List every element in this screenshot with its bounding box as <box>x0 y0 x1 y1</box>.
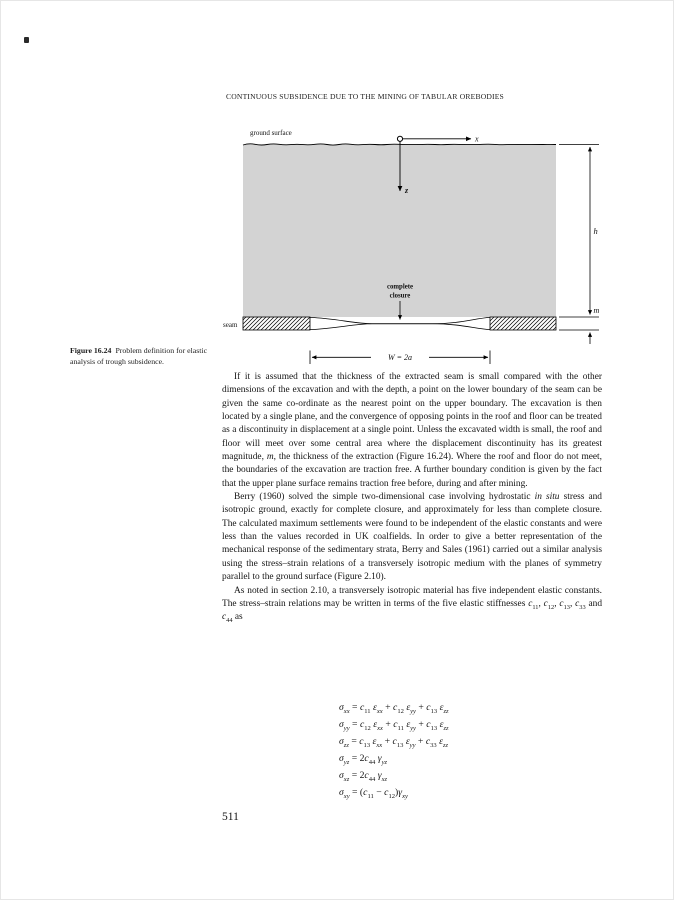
figure-caption <box>70 346 222 367</box>
scan-artifact-mark <box>24 37 29 43</box>
depth-label: h <box>593 226 598 236</box>
paragraph-1: If it is assumed that the thickness of the extracted seam is small compared with the other dimensions of the excavation and with the depth, a point on the lower boundary of the seam can be given the same co-ordinate as the nearest point on the upper boundary. The excavation is then located by a single plane, and the convergence of opposing points in the roof and floor can be treated as a discontinuity in displacement at a single point. Unless the excavated width is small, the roof and floor will meet over some central area where the displacement discontinuity has its greatest magnitude, m, the thickness of the extraction (Figure 16.24). Where the roof and floor do not meet, the boundaries of the excavation are traction free. A further boundary condition is given by the fact that the upper plane surface remains traction free before, during and after mining. <box>222 372 603 489</box>
running-head: CONTINUOUS SUBSIDENCE DUE TO THE MINING OF TABULAR OREBODIES <box>226 92 504 101</box>
width-label: W = 2a <box>387 353 413 363</box>
page-number: 511 <box>222 811 239 823</box>
paragraph-3: As noted in section 2.10, a transversely isotropic material has five independent elastic constants. The stress–strain relations may be written in terms of the five elastic stiffnesses $c_{11}$, $c_{12}$, $c_{13}$, $c_{33}$ and $c_{44}$ as <box>222 585 603 625</box>
equations-block <box>339 702 449 804</box>
equation-sigma-xy: $\sigma_{xy} = (c_{11} - c_{12})\gamma_{xy}$ <box>339 787 408 800</box>
z-axis-label: z <box>405 186 409 195</box>
equation-sigma-xz: $\sigma_{xz} = 2c_{44}$ $\gamma_{xz}$ <box>339 770 388 783</box>
thickness-label: m <box>593 306 600 315</box>
seam-hatch-left <box>243 317 310 330</box>
complete-closure-label-line1: complete <box>386 283 414 291</box>
figure-caption-label: Figure 16.24 <box>70 346 112 355</box>
equation-sigma-zz: $\sigma_{zz} = c_{13}$ $\varepsilon_{xx} + c_{13}$ $\varepsilon_{yy} + c_{33}$ $\varepsilon_{zz}$ <box>339 736 449 749</box>
body-text <box>222 371 602 625</box>
figure-caption-text: Problem definition for elastic analysis of trough subsidence. <box>70 346 208 366</box>
equation-sigma-xx: $\sigma_{xx} = c_{11}$ $\varepsilon_{xx} + c_{12}$ $\varepsilon_{yy} + c_{13}$ $\varepsilon_{zz}$ <box>339 702 449 715</box>
paragraph-2: Berry (1960) solved the simple two-dimensional case involving hydrostatic in situ stress and isotropic ground, exactly for complete closure, and approximately for less than complete closure. The calculated maximum settlements were found to be independent of the elastic constants and were less than the values recorded in UK coalfields. In order to give a better representation of the mechanical response of the sedimentary strata, Berry and Sales (1961) carried out a similar analysis using the stress–strain relations of a transversely isotropic medium with the planes of symmetry parallel to the ground surface (Figure 2.10). <box>222 492 602 583</box>
ground-surface-label: ground surface <box>250 129 292 137</box>
seam-hatch-right <box>490 317 556 330</box>
x-axis-label: x <box>475 134 479 144</box>
equation-sigma-yz: $\sigma_{yz} = 2c_{44}$ $\gamma_{yz}$ <box>339 753 388 766</box>
ground-mass <box>243 144 556 317</box>
equation-sigma-yy: $\sigma_{yy} = c_{12}$ $\varepsilon_{xx} + c_{11}$ $\varepsilon_{yy} + c_{13}$ $\varepsilon_{zz}$ <box>339 719 449 732</box>
origin-marker <box>397 136 402 141</box>
seam-label: seam <box>223 321 238 329</box>
complete-closure-label-line2: closure <box>389 292 411 300</box>
figure-16-24-diagram <box>222 117 602 369</box>
floor-curve <box>310 324 490 330</box>
